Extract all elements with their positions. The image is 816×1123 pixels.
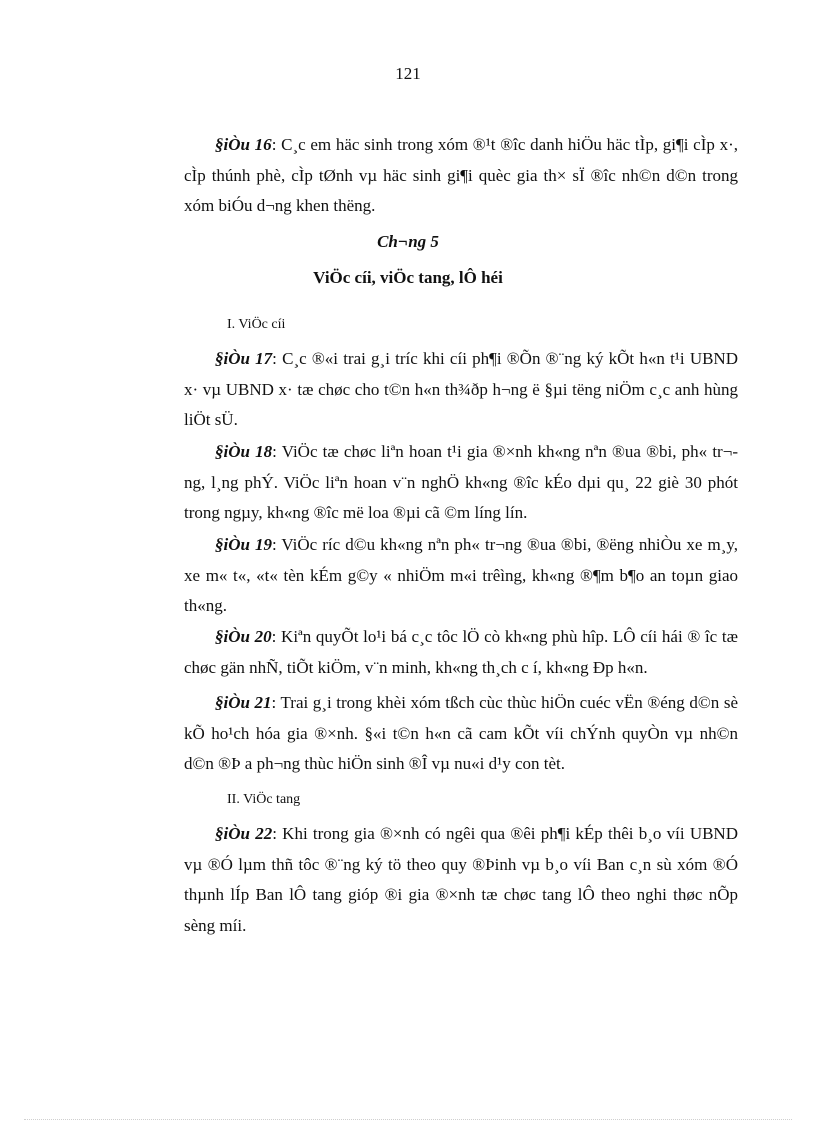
article-22 — [184, 819, 738, 941]
article-text: : Kiªn quyÕt lo¹i bá c¸c tôc lÖ cò kh«ng phù hîp. LÔ cíi hái ® îc tæ chøc gän nhÑ, tiÕt kiÖm, v¨n minh, kh«ng th¸ch c í, kh«ng Ðp h«n. — [184, 627, 738, 677]
section-heading-funeral: II. ViÖc tang — [227, 792, 301, 807]
page-bottom-rule — [24, 1119, 792, 1120]
section-heading-wedding: I. ViÖc cíi — [227, 317, 286, 332]
article-label: §iÒu 20 — [215, 627, 272, 646]
article-label: §iÒu 21 — [215, 693, 272, 712]
article-text: : ViÖc tæ chøc liªn hoan t¹i gia ®×nh kh«ng nªn ®ua ®bi, ph« tr¬ng, l¸ng phÝ. ViÖc liªn hoan v¨n nghÖ kh«ng ®îc kÉo dµi qu¸ 22 giè 30 phót trong ngµy, kh«ng ®îc më loa ®µi cã ©m líng lín. — [184, 442, 738, 522]
page-number: 121 — [395, 64, 421, 83]
article-18 — [184, 437, 738, 529]
article-16 — [184, 130, 738, 222]
article-label: §iÒu 18 — [215, 442, 273, 461]
article-20 — [184, 622, 738, 683]
article-text: : Khi trong gia ®×nh có ngêi qua ®êi ph¶i kÉp thêi b¸o víi UBND vµ ®Ó lµm thñ tôc ®¨ng ký tö theo quy ®Þinh vµ b¸o víi Ban c¸n sù xóm ®Ó thµnh lÍp Ban lÔ tang gióp ®i gia ®×nh tæ chøc tang lÔ theo nghi thøc nÕp sèng míi. — [184, 824, 738, 935]
article-label: §iÒu 22 — [215, 824, 273, 843]
article-text: : ViÖc ríc d©u kh«ng nªn ph« tr¬ng ®ua ®bi, ®ëng nhiÒu xe m¸y, xe m« t«, «t« tèn kÉm g©y « nhiÖm m«i trêìng, kh«ng ®¶m b¶o an toµn giao th«ng. — [184, 535, 738, 615]
chapter-label: Ch¬ng 5 — [377, 232, 439, 251]
article-text: : C¸c em häc sinh trong xóm ®¹t ®îc danh hiÖu häc tÌp, gi¶i cÌp x·, cÌp thúnh phè, cÌp tØnh vµ häc sinh gi¶i quèc gia th× sÏ ®îc nh©n d©n trong xóm biÓu d¬ng khen thëng. — [184, 135, 738, 215]
article-label: §iÒu 19 — [215, 535, 272, 554]
article-label: §iÒu 16 — [215, 135, 272, 154]
article-19 — [184, 530, 738, 622]
article-21 — [184, 688, 738, 780]
article-text: : C¸c ®«i trai g¸i tríc khi cíi ph¶i ®Õn ®¨ng ký kÕt h«n t¹i UBND x· vµ UBND x· tæ chøc cho t©n h«n th¾ðp h¬ng ë §µi tëng niÖm c¸c anh hùng liÖt sÜ. — [184, 349, 738, 429]
chapter-title: ViÖc cíi, viÖc tang, lÔ héi — [313, 268, 503, 287]
article-17 — [184, 344, 738, 436]
article-text: : Trai g¸i trong khèi xóm tßch cùc thùc hiÖn cuéc vËn ®éng d©n sè kÕ ho¹ch hóa gia ®×nh. §«i t©n h«n cã cam kÕt víi chÝnh quyÒn vµ nh©n d©n ®Þ a ph¬ng thùc hiÖn sinh ®Î vµ nu«i d¹y con tèt. — [184, 693, 738, 773]
article-label: §iÒu 17 — [215, 349, 273, 368]
